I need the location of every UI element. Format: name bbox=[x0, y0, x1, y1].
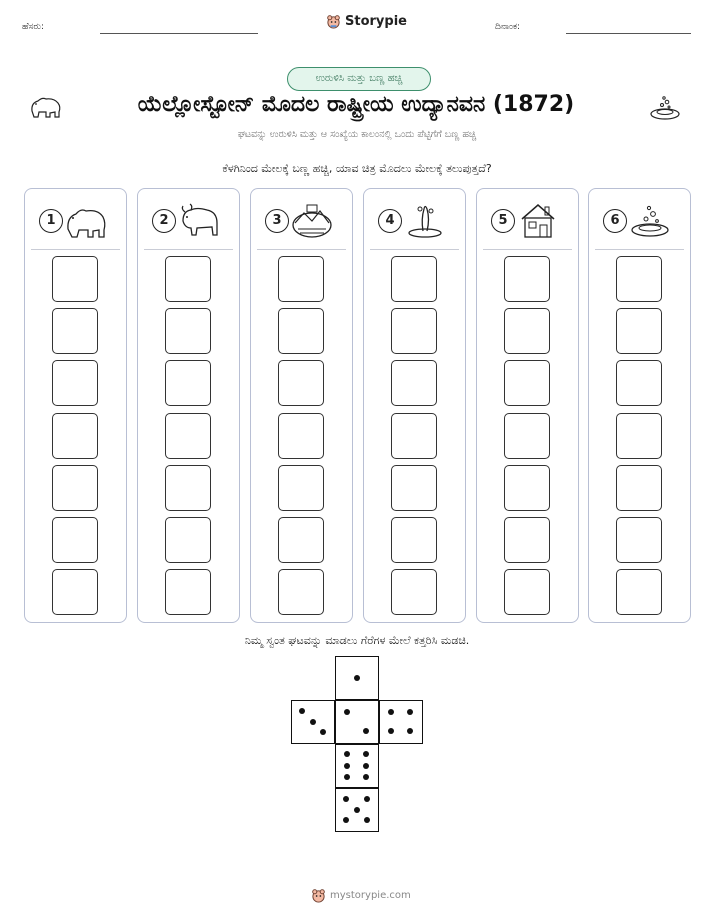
die-pip bbox=[364, 817, 370, 823]
column-number: 1 bbox=[39, 209, 63, 233]
color-box[interactable] bbox=[278, 569, 324, 615]
die-pip bbox=[407, 728, 413, 734]
color-box[interactable] bbox=[52, 569, 98, 615]
die-face-1 bbox=[335, 656, 379, 700]
column-2 bbox=[137, 188, 240, 623]
activity-tag: ಉರುಳಿಸಿ ಮತ್ತು ಬಣ್ಣ ಹಚ್ಚಿ bbox=[287, 67, 431, 91]
park-landscape-icon bbox=[290, 201, 334, 239]
color-box[interactable] bbox=[278, 465, 324, 511]
color-box[interactable] bbox=[52, 517, 98, 563]
column-number: 3 bbox=[265, 209, 289, 233]
column-5 bbox=[476, 188, 579, 623]
bison-icon bbox=[177, 201, 221, 239]
color-box[interactable] bbox=[616, 360, 662, 406]
color-box[interactable] bbox=[391, 308, 437, 354]
color-box[interactable] bbox=[165, 308, 211, 354]
hot-spring-icon bbox=[648, 93, 682, 121]
color-box[interactable] bbox=[616, 569, 662, 615]
die-pip bbox=[343, 817, 349, 823]
color-box[interactable] bbox=[504, 517, 550, 563]
color-box[interactable] bbox=[504, 256, 550, 302]
color-box[interactable] bbox=[52, 360, 98, 406]
die-pip bbox=[299, 708, 305, 714]
die-pip bbox=[344, 709, 350, 715]
die-pip bbox=[388, 728, 394, 734]
die-pip bbox=[364, 796, 370, 802]
die-face-3 bbox=[291, 700, 335, 744]
column-header bbox=[257, 189, 346, 250]
color-box[interactable] bbox=[616, 517, 662, 563]
question-text: ಕೆಳಗಿನಿಂದ ಮೇಲಕ್ಕೆ ಬಣ್ಣ ಹಚ್ಚಿ, ಯಾವ ಚಿತ್ರ ಮೊದಲು ಮೇಲಕ್ಕೆ ತಲುಪುತ್ತದೆ? bbox=[222, 162, 492, 175]
bear-icon bbox=[28, 93, 64, 119]
die-pip bbox=[354, 807, 360, 813]
column-number: 2 bbox=[152, 209, 176, 233]
die-pip bbox=[363, 751, 369, 757]
die-pip bbox=[363, 728, 369, 734]
column-header bbox=[483, 189, 572, 250]
dice-instruction: ನಿಮ್ಮ ಸ್ವಂತ ಘಟವನ್ನು ಮಾಡಲು ಗೆರೆಗಳ ಮೇಲೆ ಕತ್ತರಿಸಿ ಮಡಚಿ. bbox=[244, 634, 470, 647]
color-box[interactable] bbox=[165, 517, 211, 563]
color-box[interactable] bbox=[504, 465, 550, 511]
column-number: 6 bbox=[603, 209, 627, 233]
die-pip bbox=[363, 774, 369, 780]
die-pip bbox=[343, 796, 349, 802]
color-box[interactable] bbox=[616, 256, 662, 302]
hot-spring-icon bbox=[628, 201, 672, 239]
column-header bbox=[370, 189, 459, 250]
brand-logo bbox=[326, 14, 407, 29]
column-number: 4 bbox=[378, 209, 402, 233]
color-box[interactable] bbox=[616, 308, 662, 354]
column-4 bbox=[363, 188, 466, 623]
color-box[interactable] bbox=[391, 360, 437, 406]
date-line[interactable] bbox=[566, 33, 691, 34]
brand-name: Storypie bbox=[345, 14, 407, 29]
die-pip bbox=[388, 709, 394, 715]
die-pip bbox=[344, 751, 350, 757]
column-header bbox=[595, 189, 684, 250]
column-6 bbox=[588, 188, 691, 623]
color-box[interactable] bbox=[391, 465, 437, 511]
storypie-mascot-icon bbox=[326, 14, 341, 29]
name-label: ಹೆಸರು: bbox=[22, 22, 45, 32]
column-3 bbox=[250, 188, 353, 623]
subtitle: ಘಟವನ್ನು ಉರುಳಿಸಿ ಮತ್ತು ಆ ಸಂಖ್ಯೆಯ ಕಾಲಂನಲ್ಲಿ ಒಂದು ಪೆಟ್ಟಿಗೆಗೆ ಬಣ್ಣ ಹಚ್ಚಿ bbox=[237, 129, 477, 140]
name-line[interactable] bbox=[100, 33, 258, 34]
column-1 bbox=[24, 188, 127, 623]
geyser-icon bbox=[403, 201, 447, 239]
color-box[interactable] bbox=[165, 569, 211, 615]
color-box[interactable] bbox=[278, 517, 324, 563]
color-box[interactable] bbox=[165, 256, 211, 302]
color-box[interactable] bbox=[52, 256, 98, 302]
color-box[interactable] bbox=[616, 413, 662, 459]
color-box[interactable] bbox=[165, 360, 211, 406]
footer bbox=[311, 888, 411, 903]
die-pip bbox=[320, 729, 326, 735]
color-box[interactable] bbox=[165, 465, 211, 511]
storypie-mascot-icon bbox=[311, 888, 326, 903]
column-header bbox=[144, 189, 233, 250]
color-box[interactable] bbox=[504, 413, 550, 459]
die-face-4 bbox=[379, 700, 423, 744]
die-pip bbox=[407, 709, 413, 715]
color-box[interactable] bbox=[52, 308, 98, 354]
color-box[interactable] bbox=[52, 465, 98, 511]
die-pip bbox=[344, 763, 350, 769]
cabin-icon bbox=[516, 201, 560, 239]
column-header bbox=[31, 189, 120, 250]
die-pip bbox=[354, 675, 360, 681]
color-box[interactable] bbox=[391, 569, 437, 615]
footer-url[interactable]: mystorypie.com bbox=[330, 890, 411, 901]
color-box[interactable] bbox=[616, 465, 662, 511]
color-box[interactable] bbox=[278, 360, 324, 406]
page-title: ಯೆಲ್ಲೋಸ್ಟೋನ್ ಮೊದಲ ರಾಷ್ಟ್ರೀಯ ಉದ್ಯಾನವನ (1872) bbox=[137, 92, 575, 117]
die-pip bbox=[344, 774, 350, 780]
die-pip bbox=[363, 763, 369, 769]
color-box[interactable] bbox=[391, 256, 437, 302]
color-box[interactable] bbox=[278, 413, 324, 459]
color-box[interactable] bbox=[504, 360, 550, 406]
color-box[interactable] bbox=[52, 413, 98, 459]
color-box[interactable] bbox=[165, 413, 211, 459]
color-box[interactable] bbox=[278, 256, 324, 302]
die-face-2 bbox=[335, 700, 379, 744]
die-face-6 bbox=[335, 744, 379, 788]
bear-icon bbox=[64, 201, 108, 239]
color-box[interactable] bbox=[391, 517, 437, 563]
color-box[interactable] bbox=[504, 308, 550, 354]
date-label: ದಿನಾಂಕ: bbox=[495, 22, 521, 32]
die-face-5 bbox=[335, 788, 379, 832]
color-box[interactable] bbox=[278, 308, 324, 354]
color-box[interactable] bbox=[391, 413, 437, 459]
die-pip bbox=[310, 719, 316, 725]
color-box[interactable] bbox=[504, 569, 550, 615]
column-number: 5 bbox=[491, 209, 515, 233]
